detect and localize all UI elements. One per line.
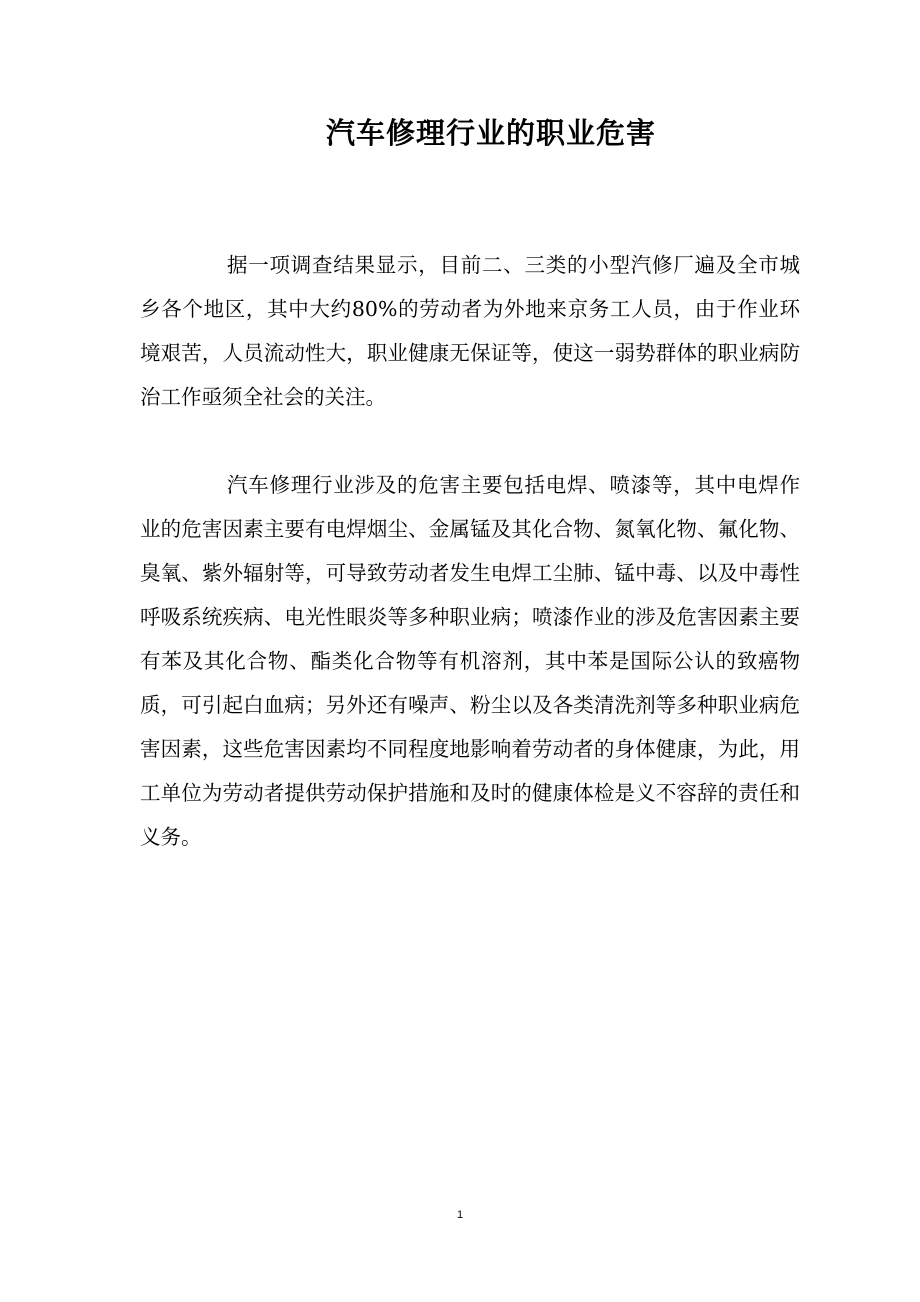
document-title: 汽车修理行业的职业危害 [325,116,656,150]
paragraph-survey-results: 据一项调查结果显示，目前二、三类的小型汽修厂遍及全市城乡各个地区，其中大约80%的劳动者为外地来京务工人员，由于作业环境艰苦，人员流动性大，职业健康无保证等，使这一弱势群体的职业病防治工作亟须全社会的关注。 [140,253,800,409]
paragraph-hazards: 汽车修理行业涉及的危害主要包括电焊、喷漆等，其中电焊作业的危害因素主要有电焊烟尘、金属锰及其化合物、氮氧化物、氟化物、臭氧、紫外辐射等，可导致劳动者发生电焊工尘肺、锰中毒、以及中毒性呼吸系统疾病、电光性眼炎等多种职业病；喷漆作业的涉及危害因素主要有苯及其化合物、酯类化合物等有机溶剂，其中苯是国际公认的致癌物质，可引起白血病；另外还有噪声、粉尘以及各类清洗剂等多种职业病危害因素，这些危害因素均不同程度地影响着劳动者的身体健康，为此，用工单位为劳动者提供劳动保护措施和及时的健康体检是义不容辞的责任和义务。 [140,473,800,849]
paragraph-block-1 [140,243,800,419]
paragraph-block-2 [140,463,800,859]
page-number: 1 [456,1209,464,1221]
